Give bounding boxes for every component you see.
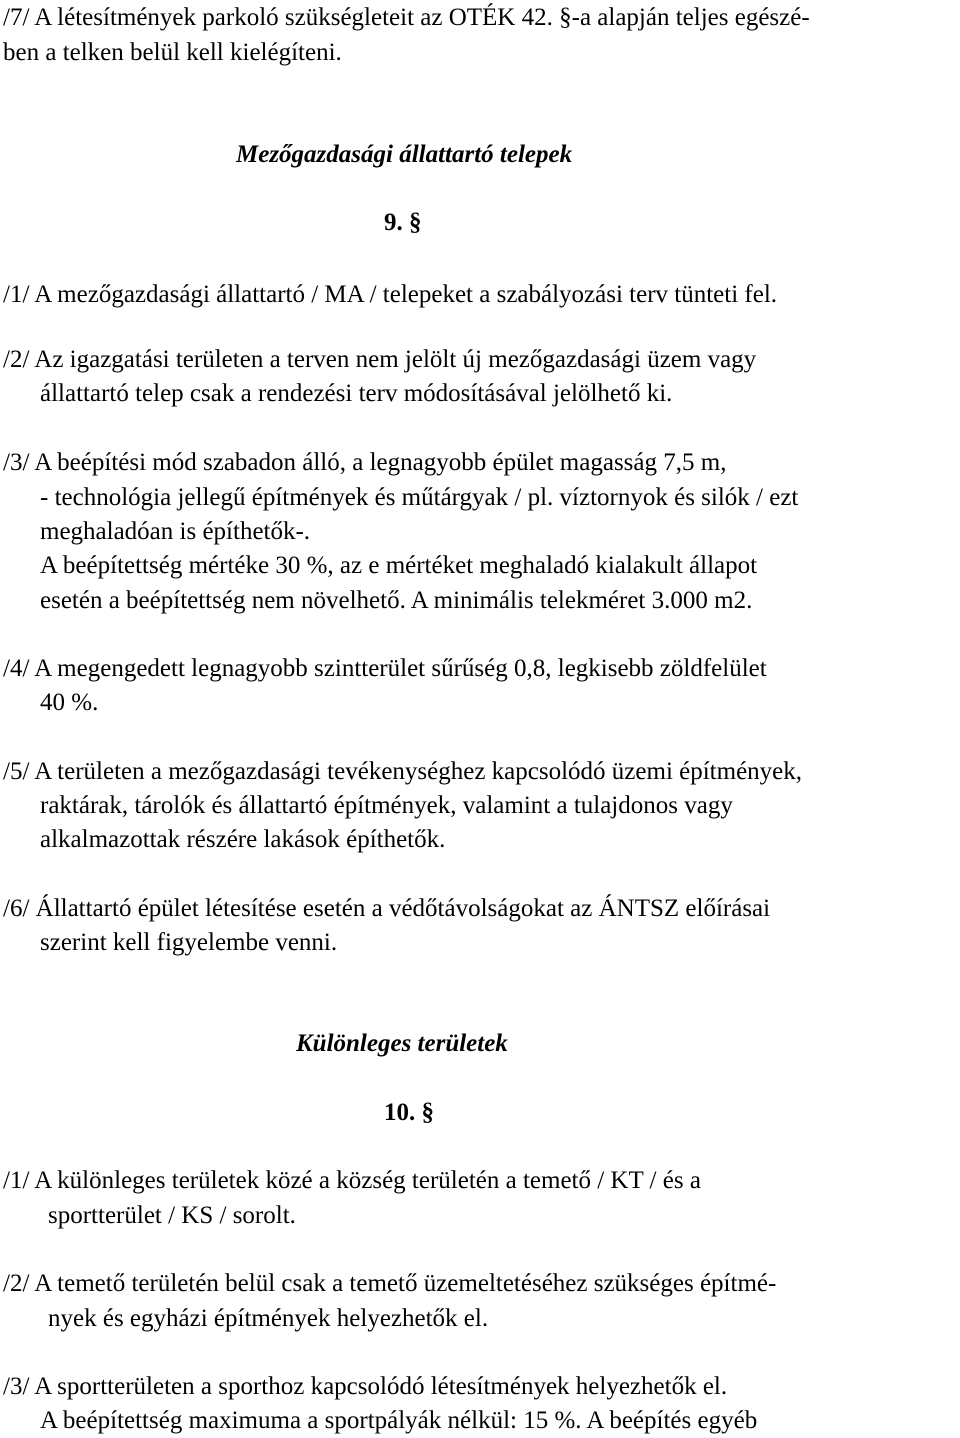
paragraph-6-line-1: /6/ Állattartó épület létesítése esetén a védőtávolságokat az ÁNTSZ előírásai — [3, 895, 771, 922]
paragraph-2-line-2: állattartó telep csak a rendezési terv módosításával jelölhető ki. — [40, 380, 673, 407]
paragraph-2-line-1: /2/ Az igazgatási területen a terven nem jelölt új mezőgazdasági üzem vagy — [3, 346, 757, 373]
paragraph-7-line-1: /7/ A létesítmények parkoló szükségleteit az OTÉK 42. §-a alapján teljes egészé- — [3, 4, 810, 31]
paragraph-3-line-3: meghaladóan is építhetők-. — [40, 518, 311, 545]
paragraph-10-3-line-2: A beépítettség maximuma a sportpályák nélkül: 15 %. A beépítés egyéb — [40, 1407, 758, 1434]
paragraph-10-2-line-2: nyek és egyházi építmények helyezhetők el. — [48, 1305, 489, 1332]
paragraph-4-line-1: /4/ A megengedett legnagyobb szintterület sűrűség 0,8, legkisebb zöldfelület — [3, 655, 767, 682]
section-heading-special-areas: Különleges területek — [296, 1030, 508, 1057]
paragraph-3-line-2: - technológia jellegű építmények és műtárgyak / pl. víztornyok és silók / ezt — [40, 484, 799, 511]
paragraph-5-line-2: raktárak, tárolók és állattartó építmények, valamint a tulajdonos vagy — [40, 792, 733, 819]
paragraph-6-line-2: szerint kell figyelembe venni. — [40, 929, 338, 956]
paragraph-7-line-2: ben a telken belül kell kielégíteni. — [3, 39, 342, 66]
paragraph-3-line-5: esetén a beépítettség nem növelhető. A minimális telekméret 3.000 m2. — [40, 587, 753, 614]
paragraph-5-line-3: alkalmazottak részére lakások építhetők. — [40, 826, 446, 853]
paragraph-4-line-2: 40 %. — [40, 689, 99, 716]
paragraph-3-line-1: /3/ A beépítési mód szabadon álló, a legnagyobb épület magasság 7,5 m, — [3, 449, 727, 476]
paragraph-3-line-4: A beépítettség mértéke 30 %, az e mértéket meghaladó kialakult állapot — [40, 552, 758, 579]
section-heading-livestock-farms: Mezőgazdasági állattartó telepek — [236, 141, 573, 168]
paragraph-10-2-line-1: /2/ A temető területén belül csak a temető üzemeltetéséhez szükséges építmé- — [3, 1270, 777, 1297]
paragraph-10-1-line-1: /1/ A különleges területek közé a község területén a temető / KT / és a — [3, 1167, 701, 1194]
paragraph-5-line-1: /5/ A területen a mezőgazdasági tevékenységhez kapcsolódó üzemi építmények, — [3, 758, 803, 785]
paragraph-10-3-line-1: /3/ A sportterületen a sporthoz kapcsolódó létesítmények helyezhetők el. — [3, 1373, 728, 1400]
section-number-9: 9. § — [384, 209, 422, 236]
section-number-10: 10. § — [384, 1099, 434, 1126]
paragraph-1-line-1: /1/ A mezőgazdasági állattartó / MA / telepeket a szabályozási terv tünteti fel. — [3, 281, 778, 308]
paragraph-10-1-line-2: sportterület / KS / sorolt. — [48, 1202, 296, 1229]
